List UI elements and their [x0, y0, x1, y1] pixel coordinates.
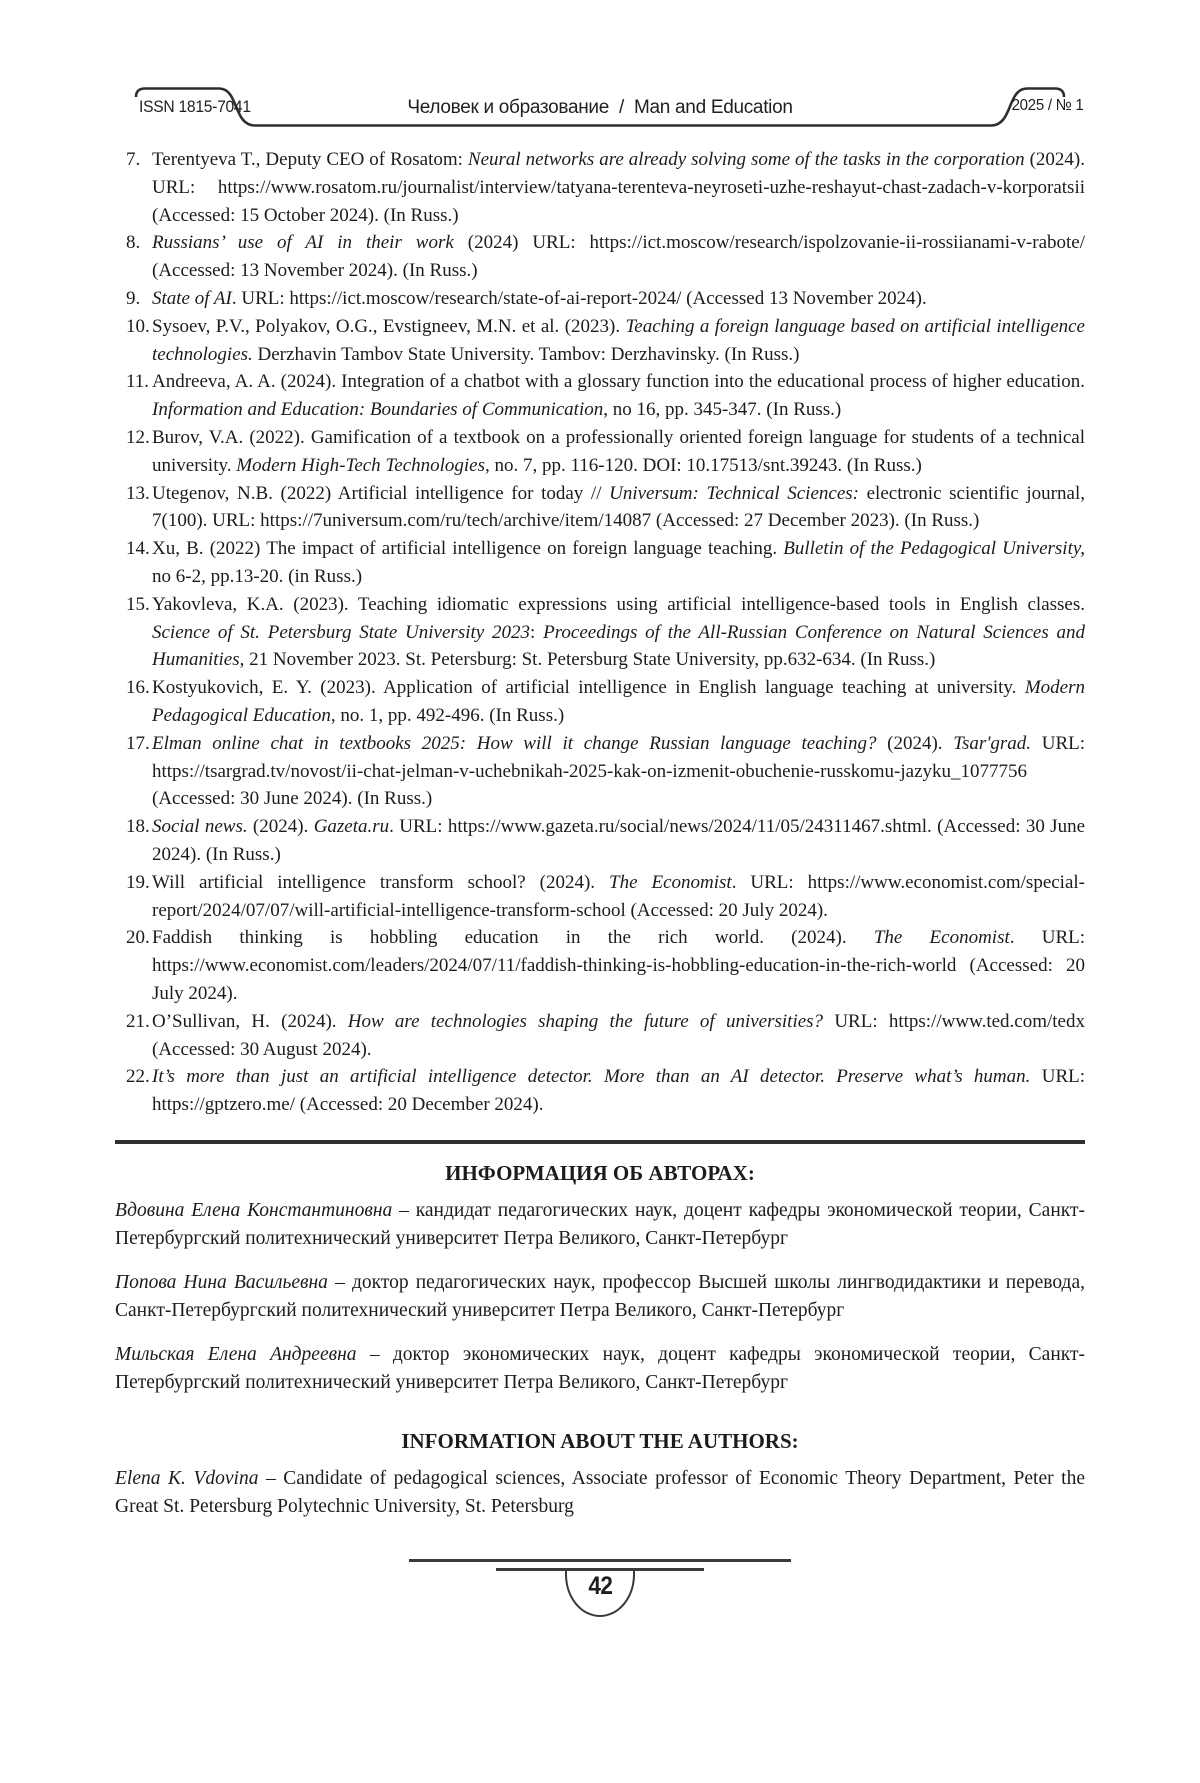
author-name: Вдовина Елена Константиновна — [115, 1199, 393, 1221]
authors-list-ru — [115, 1197, 1085, 1398]
reference-number: 21. — [126, 1010, 150, 1032]
reference-item — [115, 285, 1085, 313]
reference-item — [115, 924, 1085, 1007]
reference-text: Xu, B. (2022) The impact of artificial intelligence on foreign language teaching. Bulletin of the Pedagogical University, no 6-2, pp.13-20. (in Russ.) — [152, 538, 1085, 587]
page-number-bubble — [565, 1570, 635, 1617]
reference-number: 16. — [126, 677, 150, 699]
reference-number: 14. — [126, 538, 150, 560]
author-details: – доктор педагогических наук, профессор Высшей школы лингводидактики и перевода, Санкт-Петербургский политехнический университет Петра Великого, Санкт-Петербург — [115, 1271, 1086, 1322]
journal-title-separator: / — [619, 97, 624, 118]
reference-number: 17. — [126, 732, 150, 754]
page-footer — [115, 1559, 1085, 1617]
reference-number: 15. — [126, 593, 150, 615]
authors-list-en — [115, 1465, 1085, 1522]
reference-number: 10. — [126, 315, 150, 337]
reference-item — [115, 591, 1085, 674]
reference-text: Will artificial intelligence transform school? (2024). The Economist. URL: https://www.economist.com/special-report/2024/07/07/will-artificial-intelligence-transform-school (Accessed: 20 July 2024). — [152, 871, 1086, 921]
reference-item — [115, 313, 1085, 369]
reference-text: Social news. (2024). Gazeta.ru. URL: https://www.gazeta.ru/social/news/2024/11/05/24311467.shtml. (Accessed: 30 June 2024). (In Russ.) — [152, 816, 1085, 865]
issn-label: ISSN 1815-7041 — [139, 97, 251, 116]
reference-item — [115, 480, 1085, 536]
reference-text: Yakovleva, K.A. (2023). Teaching idiomatic expressions using artificial intelligence-based tools in English classes. Science of St. Petersburg State University 2023: Proceedings of the All-Russian Conference on Natural Sciences and Humanities, 21 November 2023. St. Petersburg: St. Petersburg State University, pp.632-634. (In Russ.) — [152, 593, 1086, 671]
reference-item — [115, 1063, 1085, 1119]
reference-text: Elman online chat in textbooks 2025: How will it change Russian language teaching? (2024). Tsar'grad. URL: https://tsargrad.tv/novost/ii-chat-jelman-v-uchebnikah-2025-kak-on-izmenit-obuchenie-russkomu-jazyku_1077756 (Accessed: 30 June 2024). (In Russ.) — [152, 732, 1086, 810]
reference-item — [115, 869, 1085, 925]
reference-text: Burov, V.A. (2022). Gamification of a textbook on a professionally oriented foreign language for students of a technical university. Modern High-Tech Technologies, no. 7, pp. 116-120. DOI: 10.17513/snt.39243. (In Russ.) — [152, 426, 1085, 476]
reference-item — [115, 424, 1085, 480]
reference-text: State of AI. URL: https://ict.moscow/research/state-of-ai-report-2024/ (Accessed 13 November 2024). — [152, 287, 927, 309]
reference-list — [115, 146, 1085, 1119]
authors-section-ru — [115, 1160, 1085, 1398]
reference-item — [115, 535, 1085, 591]
author-details: – кандидат педагогических наук, доцент кафедры экономической теории, Санкт-Петербургский политехнический университет Петра Великого, Санкт-Петербург — [115, 1199, 1085, 1250]
author-name: Попова Нина Васильевна — [115, 1271, 328, 1293]
authors-section-en — [115, 1428, 1085, 1522]
reference-item — [115, 146, 1085, 229]
reference-number: 9. — [126, 287, 141, 309]
authors-heading-ru: ИНФОРМАЦИЯ ОБ АВТОРАХ: — [445, 1160, 755, 1185]
reference-item — [115, 813, 1085, 869]
author-details: – Candidate of pedagogical sciences, Associate professor of Economic Theory Department, Peter the Great St. Petersburg Polytechnic University, St. Petersburg — [115, 1467, 1085, 1518]
reference-text: Kostyukovich, E. Y. (2023). Application of artificial intelligence in English language teaching at university. Modern Pedagogical Education, no. 1, pp. 492-496. (In Russ.) — [152, 677, 1085, 726]
reference-text: Terentyeva T., Deputy CEO of Rosatom: Neural networks are already solving some of the tasks in the corporation (2024). URL: https://www.rosatom.ru/journalist/interview/tatyana-terenteva-neyroseti-uzhe-reshayut-chast-zadach-v-korporatsii (Accessed: 15 October 2024). (In Russ.) — [152, 149, 1085, 226]
reference-number: 12. — [126, 426, 150, 448]
authors-heading-en: INFORMATION ABOUT THE AUTHORS: — [401, 1428, 799, 1453]
author-entry — [115, 1341, 1085, 1398]
reference-item — [115, 368, 1085, 424]
author-name: Elena K. Vdovina — [115, 1467, 259, 1489]
reference-number: 22. — [126, 1066, 150, 1088]
reference-text: Faddish thinking is hobbling education in the rich world. (2024). The Economist. URL: https://www.economist.com/leaders/2024/07/11/faddish-thinking-is-hobbling-education-in-the-rich-world (Accessed: 20 July 2024). — [152, 927, 1085, 1004]
journal-title — [115, 97, 1085, 119]
reference-item — [115, 1008, 1085, 1064]
journal-title-en: Man and Education — [634, 97, 793, 118]
footer-line-long — [409, 1559, 791, 1562]
reference-text: Utegenov, N.B. (2022) Artificial intelligence for today // Universum: Technical Sciences: electronic scientific journal, 7(100). URL: https://7universum.com/ru/tech/archive/item/14087 (Accessed: 27 December 2023). (In Russ.) — [152, 482, 1085, 532]
running-head — [115, 84, 1085, 130]
reference-number: 8. — [126, 232, 141, 254]
reference-number: 18. — [126, 816, 150, 838]
author-entry — [115, 1269, 1085, 1326]
page-number: 42 — [587, 1571, 613, 1600]
reference-text: Andreeva, A. A. (2024). Integration of a chatbot with a glossary function into the educational process of higher education. Information and Education: Boundaries of Communication, no 16, pp. 345-347. (In Russ.) — [152, 371, 1085, 421]
reference-number: 7. — [126, 149, 141, 170]
issue-label: 2025 / № 1 — [1011, 97, 1083, 114]
reference-text: It’s more than just an artificial intelligence detector. More than an AI detector. Preserve what’s human. URL: https://gptzero.me/ (Accessed: 20 December 2024). — [152, 1066, 1085, 1116]
reference-text: Russians’ use of AI in their work (2024) URL: https://ict.moscow/research/ispolzovanie-ii-rossiianami-v-rabote/ (Accessed: 13 November 2024). (In Russ.) — [152, 232, 1085, 282]
journal-title-ru: Человек и образование — [407, 97, 610, 118]
author-entry — [115, 1465, 1085, 1522]
reference-text: Sysoev, P.V., Polyakov, O.G., Evstigneev, M.N. et al. (2023). Teaching a foreign language based on artificial intelligence technologies. Derzhavin Tambov State University. Tambov: Derzhavinsky. (In Russ.) — [152, 315, 1085, 365]
author-name: Мильская Елена Андреевна — [115, 1343, 357, 1365]
reference-number: 11. — [126, 371, 150, 393]
section-divider-rule — [115, 1140, 1085, 1144]
author-details: – доктор экономических наук, доцент кафедры экономической теории, Санкт-Петербургский политехнический университет Петра Великого, Санкт-Петербург — [115, 1343, 1085, 1394]
reference-number: 19. — [126, 871, 150, 893]
reference-number: 13. — [126, 482, 150, 504]
reference-number: 20. — [126, 927, 150, 949]
reference-text: O’Sullivan, H. (2024). How are technologies shaping the future of universities? URL: https://www.ted.com/tedx (Accessed: 30 August 2024). — [152, 1010, 1085, 1060]
reference-item — [115, 730, 1085, 813]
reference-item — [115, 229, 1085, 285]
reference-item — [115, 674, 1085, 730]
author-entry — [115, 1197, 1085, 1254]
